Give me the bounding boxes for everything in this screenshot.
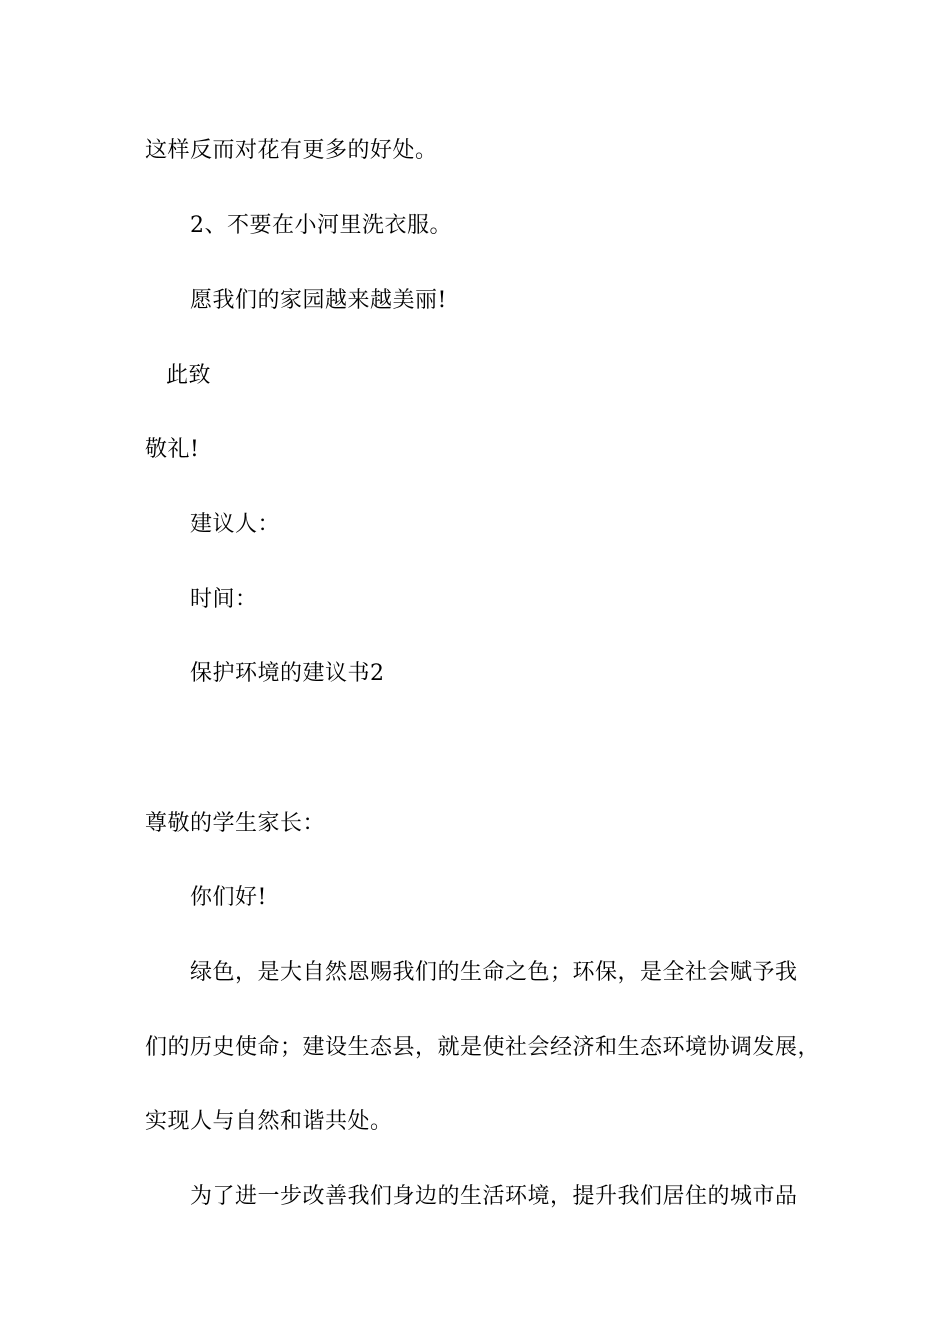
greeting: 你们好!	[190, 885, 267, 910]
date-label: 时间：	[190, 587, 258, 612]
paragraph-line: 们的历史使命；建设生态县，就是使社会经济和生态环境协调发展，	[145, 1035, 821, 1060]
proposer-label: 建议人：	[190, 512, 281, 537]
suggestion-item: 2、不要在小河里洗衣服。	[190, 213, 452, 238]
paragraph-line: 绿色，是大自然恩赐我们的生命之色；环保，是全社会赋予我	[190, 960, 798, 985]
salutation-cizhi: 此致	[166, 363, 212, 388]
paragraph-line: 实现人与自然和谐共处。	[145, 1109, 393, 1134]
paragraph-line: 这样反而对花有更多的好处。	[145, 138, 438, 163]
section-title: 保护环境的建议书2	[190, 661, 385, 686]
greeting-addressee: 尊敬的学生家长：	[145, 811, 326, 836]
closing-wish: 愿我们的家园越来越美丽!	[190, 288, 447, 313]
paragraph-line: 为了进一步改善我们身边的生活环境，提升我们居住的城市品	[190, 1184, 798, 1209]
salutation-jingli: 敬礼!	[145, 437, 200, 462]
